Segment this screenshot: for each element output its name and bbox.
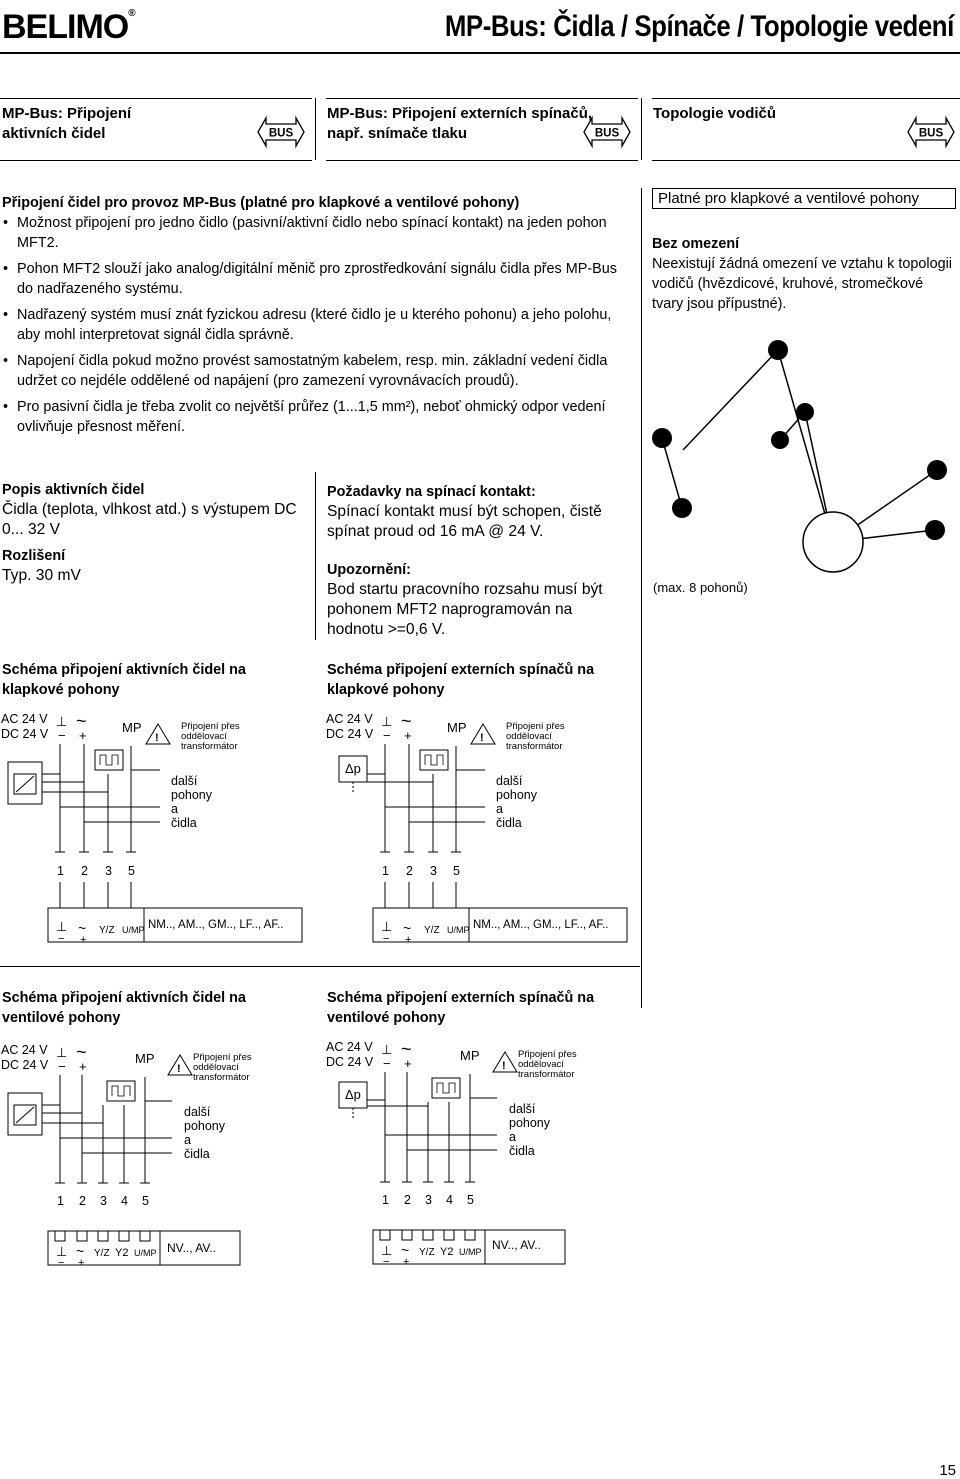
svg-text:⊥: ⊥: [381, 919, 393, 934]
list-item: • Pohon MFT2 slouží jako analog/digitální měnič pro zprostředkování signálu čidla přes MP-Bus do nadřazeného systému.: [2, 259, 632, 299]
scheme-active-valve: [0, 1043, 315, 1268]
central-node-icon: [803, 512, 863, 572]
ac-label: AC 24 V: [326, 712, 373, 726]
bus-icon: [906, 112, 956, 152]
divider: [315, 98, 316, 160]
svg-text:+: +: [80, 934, 87, 946]
dc-label: DC 24 V: [326, 727, 374, 741]
bus-icon: [582, 112, 632, 152]
pressure-switch-label: Δp: [345, 1087, 361, 1102]
terminal-label: 4: [121, 1194, 128, 1208]
svg-text:~: ~: [403, 920, 412, 936]
wiring-diagram: [0, 1043, 315, 1268]
svg-text:Y2: Y2: [440, 1246, 454, 1258]
topology-text: [652, 234, 952, 314]
scheme-title: Schéma připojení aktivních čidel na ventilové pohony: [2, 990, 246, 1026]
intro-heading: Připojení čidel pro provoz MP-Bus (platné pro klapkové a ventilové pohony): [2, 195, 520, 211]
belimo-logo: BELIMO®: [2, 8, 135, 46]
svg-text:~: ~: [76, 1043, 87, 1062]
svg-text:⊥: ⊥: [56, 1244, 68, 1259]
list-item: • Pro pasivní čidla je třeba zvolit co největší průřez (1...1,5 mm²), neboť ohmický odpor vedení ovlivňuje přesnost měření.: [2, 397, 632, 437]
svg-text:Y2: Y2: [115, 1247, 129, 1259]
svg-text:−: −: [58, 728, 66, 743]
ac-label: AC 24 V: [326, 1040, 373, 1054]
actuator-models: NM.., AM.., GM.., LF.., AF..: [148, 919, 284, 931]
col2-header: MP-Bus: Připojení externích spínačů, např. snímače tlaku: [327, 105, 593, 142]
svg-text:+: +: [405, 934, 412, 946]
svg-text:Y/Z: Y/Z: [94, 1248, 110, 1259]
svg-text:Y/Z: Y/Z: [99, 925, 115, 936]
wiring-diagram: [325, 1040, 640, 1268]
intro-section: [2, 193, 632, 443]
dc-label: DC 24 V: [1, 727, 49, 741]
scheme-title: Schéma připojení externích spínačů na klapkové pohony: [327, 662, 595, 698]
svg-text:⊥: ⊥: [381, 1042, 393, 1057]
rule: [326, 160, 638, 161]
svg-text:+: +: [79, 1059, 87, 1074]
svg-text:~: ~: [401, 1242, 410, 1258]
terminal-label: 2: [404, 1193, 411, 1207]
list-item: • Nadřazený systém musí znát fyzickou adresu (které čidlo je u kterého pohonu) a jeho polohu, aby mohl interpretovat signál čidla správně.: [2, 305, 632, 345]
terminal-label: 5: [467, 1193, 474, 1207]
svg-text:Y/Z: Y/Z: [419, 1247, 435, 1258]
svg-text:−: −: [383, 933, 390, 945]
terminal-label: 1: [382, 864, 389, 878]
more-devices-label: další pohony a čidla: [171, 774, 213, 830]
svg-text:+: +: [404, 728, 412, 743]
more-devices-label: další pohony a čidla: [509, 1102, 551, 1158]
terminal-label: 5: [142, 1194, 149, 1208]
rule: [0, 966, 640, 967]
warning-note: Připojení přes oddělovací transformátor: [518, 1049, 577, 1080]
topology-description: Neexistují žádná omezení ve vztahu k topologii vodičů (hvězdicové, kruhové, stromečkové tvary jsou přípustné).: [652, 256, 952, 312]
scheme-switch-damper: [325, 712, 640, 947]
terminal-label: 2: [79, 1194, 86, 1208]
mp-label: MP: [122, 720, 142, 735]
svg-text:−: −: [58, 1257, 65, 1268]
terminal-label: 1: [57, 864, 64, 878]
ac-label: AC 24 V: [1, 712, 48, 726]
svg-text:!: !: [480, 732, 484, 744]
wiring-diagram: [325, 712, 640, 947]
mp-label: MP: [447, 720, 467, 735]
more-devices-label: další pohony a čidla: [496, 774, 538, 830]
svg-text:U/MP: U/MP: [122, 925, 145, 935]
col1-header: MP-Bus: Připojení aktivních čidel: [2, 105, 132, 142]
svg-text:−: −: [58, 933, 65, 945]
mp-label: MP: [135, 1051, 155, 1066]
svg-text:+: +: [78, 1257, 85, 1268]
list-item: • Možnost připojení pro jedno čidlo (pasivní/aktivní čidlo nebo spínací kontakt) na jeden pohon MFT2.: [2, 213, 632, 253]
terminal-label: 3: [430, 864, 437, 878]
warning-note: Připojení přes oddělovací transformátor: [193, 1052, 252, 1083]
terminal-label: 2: [81, 864, 88, 878]
warning-note: Připojení přes oddělovací transformátor: [506, 721, 565, 752]
svg-text:~: ~: [76, 1243, 85, 1259]
page-number: 15: [939, 1462, 956, 1479]
page-title: MP-Bus: Čidla / Spínače / Topologie vedení: [445, 10, 954, 43]
svg-text:U/MP: U/MP: [447, 925, 470, 935]
actuator-models: NV.., AV..: [492, 1238, 541, 1252]
svg-text:~: ~: [401, 712, 412, 731]
svg-text:⊥: ⊥: [381, 1243, 393, 1258]
terminal-label: 1: [57, 1194, 64, 1208]
svg-text:~: ~: [401, 1040, 412, 1059]
terminal-label: 4: [446, 1193, 453, 1207]
validity-box: Platné pro klapkové a ventilové pohony: [652, 188, 956, 209]
terminal-label: 1: [382, 1193, 389, 1207]
svg-text:!: !: [502, 1060, 506, 1072]
svg-text:Y/Z: Y/Z: [424, 925, 440, 936]
topology-note: (max. 8 pohonů): [653, 580, 748, 595]
more-devices-label: další pohony a čidla: [184, 1105, 226, 1161]
svg-text:!: !: [155, 732, 159, 744]
pressure-switch-label: Δp: [345, 761, 361, 776]
terminal-label: 2: [406, 864, 413, 878]
wiring-diagram: [0, 712, 315, 947]
svg-text:~: ~: [76, 712, 87, 731]
warning-note: Připojení přes oddělovací transformátor: [181, 721, 240, 752]
intro-bullets: [2, 213, 632, 437]
svg-text:+: +: [403, 1256, 410, 1268]
header-rule: [0, 52, 960, 54]
dc-label: DC 24 V: [326, 1055, 374, 1069]
divider: [315, 472, 316, 640]
svg-text:+: +: [79, 728, 87, 743]
divider: [641, 188, 642, 1008]
terminal-label: 3: [425, 1193, 432, 1207]
svg-text:−: −: [383, 1256, 390, 1268]
terminal-label: 3: [105, 864, 112, 878]
svg-text:BUS: BUS: [594, 127, 620, 140]
actuator-models: NV.., AV..: [167, 1241, 216, 1255]
svg-text:U/MP: U/MP: [134, 1248, 157, 1258]
svg-text:U/MP: U/MP: [459, 1247, 482, 1257]
topology-heading: Bez omezení: [652, 236, 740, 252]
scheme-switch-valve: [325, 1040, 640, 1268]
bus-icon: [256, 112, 306, 152]
terminal-label: 5: [453, 864, 460, 878]
rule: [326, 98, 638, 99]
svg-text:!: !: [177, 1063, 181, 1075]
terminal-label: 3: [100, 1194, 107, 1208]
actuator-node-icon: [652, 340, 947, 540]
col3-header: Topologie vodičů: [653, 105, 777, 122]
rule: [0, 160, 312, 161]
svg-text:⊥: ⊥: [56, 714, 68, 729]
svg-text:⊥: ⊥: [56, 1045, 68, 1060]
svg-text:−: −: [383, 728, 391, 743]
scheme-title: Schéma připojení aktivních čidel na klapkové pohony: [2, 662, 246, 698]
divider: [641, 98, 642, 160]
topology-diagram: [645, 330, 955, 580]
terminal-label: 5: [128, 864, 135, 878]
rule: [0, 98, 312, 99]
scheme-active-damper: [0, 712, 315, 947]
svg-text:−: −: [58, 1059, 66, 1074]
actuator-models: NM.., AM.., GM.., LF.., AF..: [473, 919, 609, 931]
svg-text:⊥: ⊥: [381, 714, 393, 729]
svg-text:−: −: [383, 1056, 391, 1071]
ac-label: AC 24 V: [1, 1043, 48, 1057]
scheme-title: Schéma připojení externích spínačů na ventilové pohony: [327, 990, 595, 1026]
svg-text:⊥: ⊥: [56, 919, 68, 934]
svg-text:+: +: [404, 1056, 412, 1071]
svg-text:~: ~: [78, 920, 87, 936]
list-item: • Napojení čidla pokud možno provést samostatným kabelem, resp. min. základní vedení čidla udržet co nejdéle oddělené od napájení (pro zamezení vyrovnávacích proudů).: [2, 351, 632, 391]
switch-requirements: Požadavky na spínací kontakt: Spínací kontakt musí být schopen, čistě spínat proud od 16 mA @ 24 V. Upozornění: Bod startu pracovního rozsahu musí být pohonem MFT2 naprogramován na hodnotu >=0,6 V.: [327, 484, 603, 638]
dc-label: DC 24 V: [1, 1058, 49, 1072]
active-desc: Popis aktivních čidel Čidla (teplota, vlhkost atd.) s výstupem DC 0... 32 V Rozlišení Typ. 30 mV: [2, 482, 297, 584]
mp-label: MP: [460, 1048, 480, 1063]
svg-text:BUS: BUS: [918, 127, 944, 140]
rule: [652, 160, 960, 161]
rule: [652, 98, 960, 99]
svg-text:BUS: BUS: [268, 127, 294, 140]
